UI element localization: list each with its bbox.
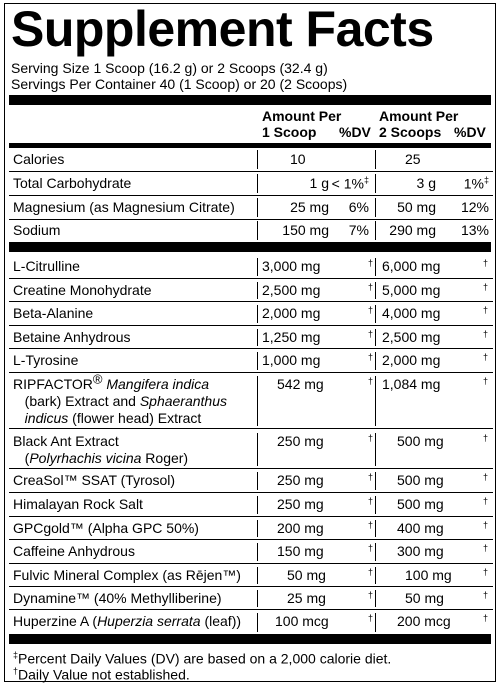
ingredient-amount-1-scoop: 1,000 mg xyxy=(262,352,321,368)
thick-divider-bottom xyxy=(9,634,491,644)
footnote-dv-text: Percent Daily Values (DV) are based on a 2,000 calorie diet. xyxy=(18,650,392,667)
column-separator xyxy=(375,198,376,217)
nutrient-dv-1-scoop xyxy=(349,199,369,216)
dagger-symbol: † xyxy=(483,282,489,292)
label-title: Supplement Facts xyxy=(11,1,434,57)
nutrient-amount-1-scoop: 150 mg xyxy=(282,222,329,238)
ingredient-amount-1-scoop: 100 mcg xyxy=(275,613,329,629)
header-two-scoops: 2 Scoops xyxy=(379,124,442,140)
column-separator xyxy=(375,567,376,584)
column-separator xyxy=(375,520,376,537)
ingredient-name-part: Sphaeranthus xyxy=(139,393,228,409)
dagger-symbol: † xyxy=(368,543,374,553)
ingredient-amount-2-scoops: 200 mcg xyxy=(397,613,451,629)
nutrient-name: Sodium xyxy=(13,222,61,238)
row-divider xyxy=(9,372,493,373)
dagger-symbol: † xyxy=(368,329,374,339)
column-separator xyxy=(257,613,258,632)
row-divider xyxy=(9,539,493,540)
column-separator xyxy=(375,282,376,299)
ingredient-amount-1-scoop: 542 mg xyxy=(277,376,324,392)
row-divider xyxy=(9,516,493,517)
dagger-symbol: † xyxy=(368,567,374,577)
ingredient-name: L-Tyrosine xyxy=(13,352,79,368)
column-separator xyxy=(257,150,258,169)
dv-value: 13% xyxy=(460,222,489,238)
ingredient-amount-1-scoop: 2,500 mg xyxy=(262,282,321,298)
nutrient-amount-1-scoop: 25 mg xyxy=(290,199,329,215)
ingredient-amount-2-scoops: 100 mg xyxy=(405,567,452,583)
dagger-symbol: † xyxy=(368,590,374,600)
ingredient-name: Caffeine Anhydrous xyxy=(13,543,135,559)
column-separator xyxy=(257,496,258,514)
dagger-symbol: † xyxy=(368,352,374,362)
ingredient-amount-1-scoop: 250 mg xyxy=(277,496,324,512)
nutrient-name: Magnesium (as Magnesium Citrate) xyxy=(13,199,235,215)
ingredient-name: Dynamine™ (40% Methylliberine) xyxy=(13,590,222,606)
ingredient-amount-2-scoops: 300 mg xyxy=(397,543,444,559)
dagger-symbol: † xyxy=(483,520,489,530)
row-divider xyxy=(9,278,493,279)
dagger-symbol: † xyxy=(483,433,489,443)
dv-value: < 1% xyxy=(331,175,364,192)
column-separator xyxy=(375,258,376,276)
dagger-symbol: † xyxy=(368,305,374,315)
header-one-scoop: 1 Scoop xyxy=(262,124,317,140)
dagger-symbol: † xyxy=(483,329,489,339)
dv-value: 1% xyxy=(463,175,484,192)
ingredient-amount-2-scoops: 50 mg xyxy=(405,590,444,606)
column-separator xyxy=(375,174,376,193)
dagger-symbol: † xyxy=(368,376,374,386)
dagger-symbol: † xyxy=(368,496,374,506)
ingredient-name-part: (leaf)) xyxy=(204,613,242,629)
column-separator xyxy=(257,282,258,299)
dagger-symbol: † xyxy=(483,543,489,553)
row-divider xyxy=(9,195,493,196)
column-separator xyxy=(375,433,376,466)
ingredient-amount-2-scoops: 6,000 mg xyxy=(382,258,441,274)
ingredient-amount-1-scoop: 2,000 mg xyxy=(262,305,321,321)
dagger-symbol: † xyxy=(483,352,489,362)
ingredient-name-part: Huperzia serrata xyxy=(97,613,201,629)
nutrient-amount-2-scoops: 50 mg xyxy=(397,199,436,215)
dagger-symbol: † xyxy=(368,613,374,623)
ingredient-amount-1-scoop: 200 mg xyxy=(277,520,324,536)
nutrient-amount-2-scoops: 290 mg xyxy=(389,222,436,238)
ingredient-name xyxy=(13,433,188,467)
ingredient-amount-2-scoops: 400 mg xyxy=(397,520,444,536)
dagger-symbol: † xyxy=(368,433,374,443)
ingredient-name-part: Black Ant Extract xyxy=(13,433,119,449)
column-separator xyxy=(375,305,376,323)
row-divider xyxy=(9,586,493,587)
dagger-symbol: † xyxy=(483,567,489,577)
servings-per-container: Servings Per Container 40 (1 Scoop) or 20 (2 Scoops) xyxy=(11,76,348,92)
nutrient-amount-2-scoops: 25 xyxy=(405,151,421,167)
nutrient-dv-1-scoop xyxy=(332,175,369,193)
column-separator xyxy=(257,329,258,346)
header-dv-2: %DV xyxy=(454,124,486,140)
column-separator xyxy=(375,150,376,169)
row-divider xyxy=(9,428,493,429)
thick-divider-mid xyxy=(9,242,491,252)
nutrient-dv-1-scoop xyxy=(349,222,369,239)
column-separator xyxy=(257,590,258,607)
column-separator xyxy=(257,305,258,323)
ingredient-name-part: Mangifera indica xyxy=(106,376,210,392)
ingredient-amount-1-scoop: 25 mg xyxy=(287,590,326,606)
footnote-dagger-text: Daily Value not established. xyxy=(18,666,190,683)
ingredient-amount-1-scoop: 250 mg xyxy=(277,433,324,449)
ingredient-amount-1-scoop: 250 mg xyxy=(277,472,324,488)
ingredient-name xyxy=(13,371,253,427)
nutrient-dv-2-scoops xyxy=(461,199,489,216)
column-separator xyxy=(257,472,258,490)
footnote-dv-not-established xyxy=(13,663,190,683)
column-separator xyxy=(375,613,376,632)
ingredient-amount-1-scoop: 150 mg xyxy=(277,543,324,559)
ingredient-amount-1-scoop: 50 mg xyxy=(287,567,326,583)
ingredient-amount-2-scoops: 5,000 mg xyxy=(382,282,441,298)
ingredient-name xyxy=(13,613,241,630)
dagger-symbol: † xyxy=(483,590,489,600)
serving-size: Serving Size 1 Scoop (16.2 g) or 2 Scoops (32.4 g) xyxy=(11,60,328,76)
ingredient-name: L-Citrulline xyxy=(13,258,80,274)
dagger-symbol: † xyxy=(368,282,374,292)
ingredient-name-part: Roger) xyxy=(145,450,189,466)
row-divider xyxy=(9,468,493,469)
row-divider xyxy=(9,348,493,349)
column-separator xyxy=(257,352,258,370)
column-separator xyxy=(257,221,258,240)
double-dagger-symbol: ‡ xyxy=(13,650,19,660)
header-dv-1: %DV xyxy=(339,124,371,140)
ingredient-amount-2-scoops: 2,500 mg xyxy=(382,329,441,345)
nutrient-amount-1-scoop: 1 g xyxy=(309,175,329,191)
dagger-symbol: † xyxy=(368,258,374,268)
ingredient-amount-2-scoops: 500 mg xyxy=(397,496,444,512)
ingredient-name: Fulvic Mineral Complex (as Rējen™) xyxy=(13,567,241,583)
ingredient-amount-2-scoops: 1,084 mg xyxy=(382,376,441,392)
dagger-symbol: † xyxy=(483,496,489,506)
row-divider xyxy=(9,563,493,564)
column-separator xyxy=(257,520,258,537)
row-divider xyxy=(9,325,493,326)
dagger-symbol: † xyxy=(483,305,489,315)
dv-value: 12% xyxy=(460,199,489,215)
supplement-facts-panel xyxy=(4,3,496,682)
ingredient-name-part: Huperzine A ( xyxy=(13,613,98,629)
ingredient-amount-2-scoops: 2,000 mg xyxy=(382,352,441,368)
ingredient-name-part: RIPFACTOR xyxy=(13,376,93,392)
nutrient-name: Calories xyxy=(13,151,65,167)
ingredient-name-part: indicus xyxy=(24,410,69,426)
dagger-symbol: † xyxy=(483,258,489,268)
ingredient-amount-2-scoops: 500 mg xyxy=(397,472,444,488)
double-dagger-symbol: ‡ xyxy=(483,175,489,185)
row-divider xyxy=(9,609,493,610)
column-separator xyxy=(257,543,258,561)
ingredient-name: Betaine Anhydrous xyxy=(13,329,131,345)
double-dagger-symbol: ‡ xyxy=(363,175,369,185)
nutrient-dv-2-scoops xyxy=(464,175,489,193)
header-amount-per-1: Amount Per xyxy=(262,108,342,124)
ingredient-name-part: ® xyxy=(92,371,103,387)
row-divider xyxy=(9,301,493,302)
ingredient-name-part: (flower head) Extract xyxy=(72,410,202,426)
dv-value: 6% xyxy=(348,199,369,215)
column-separator xyxy=(375,472,376,490)
dagger-symbol: † xyxy=(13,666,19,676)
column-separator xyxy=(257,433,258,466)
column-separator xyxy=(375,543,376,561)
nutrient-name: Total Carbohydrate xyxy=(13,175,132,191)
column-separator xyxy=(257,258,258,276)
ingredient-amount-2-scoops: 500 mg xyxy=(397,433,444,449)
ingredient-name: CreaSol™ SSAT (Tyrosol) xyxy=(13,472,176,488)
dagger-symbol: † xyxy=(483,613,489,623)
dagger-symbol: † xyxy=(483,472,489,482)
column-separator xyxy=(257,198,258,217)
thick-divider-header xyxy=(9,143,491,148)
ingredient-name: Creatine Monohydrate xyxy=(13,282,152,298)
column-separator xyxy=(375,329,376,346)
nutrient-amount-2-scoops: 3 g xyxy=(416,175,436,191)
ingredient-name-part: (bark) Extract and xyxy=(24,393,136,409)
ingredient-amount-2-scoops: 4,000 mg xyxy=(382,305,441,321)
dv-value: 7% xyxy=(348,222,369,238)
column-separator xyxy=(257,567,258,584)
row-divider xyxy=(9,492,493,493)
ingredient-amount-1-scoop: 1,250 mg xyxy=(262,329,321,345)
column-separator xyxy=(257,376,258,426)
column-separator xyxy=(257,174,258,193)
thick-divider-top xyxy=(9,95,491,105)
column-separator xyxy=(375,376,376,426)
dagger-symbol: † xyxy=(483,376,489,386)
ingredient-name-part: ( xyxy=(24,450,30,466)
row-divider xyxy=(9,219,493,220)
ingredient-name: GPCgold™ (Alpha GPC 50%) xyxy=(13,520,199,536)
ingredient-name-part: Polyrhachis vicina xyxy=(29,450,142,466)
dagger-symbol: † xyxy=(368,520,374,530)
column-separator xyxy=(375,221,376,240)
nutrient-amount-1-scoop: 10 xyxy=(290,151,306,167)
column-separator xyxy=(375,496,376,514)
ingredient-name: Beta-Alanine xyxy=(13,305,94,321)
ingredient-name: Himalayan Rock Salt xyxy=(13,496,143,512)
nutrient-dv-2-scoops xyxy=(461,222,489,239)
dagger-symbol: † xyxy=(368,472,374,482)
column-separator xyxy=(375,352,376,370)
row-divider xyxy=(9,171,493,172)
ingredient-amount-1-scoop: 3,000 mg xyxy=(262,258,321,274)
header-amount-per-2: Amount Per xyxy=(379,108,459,124)
column-separator xyxy=(375,590,376,607)
